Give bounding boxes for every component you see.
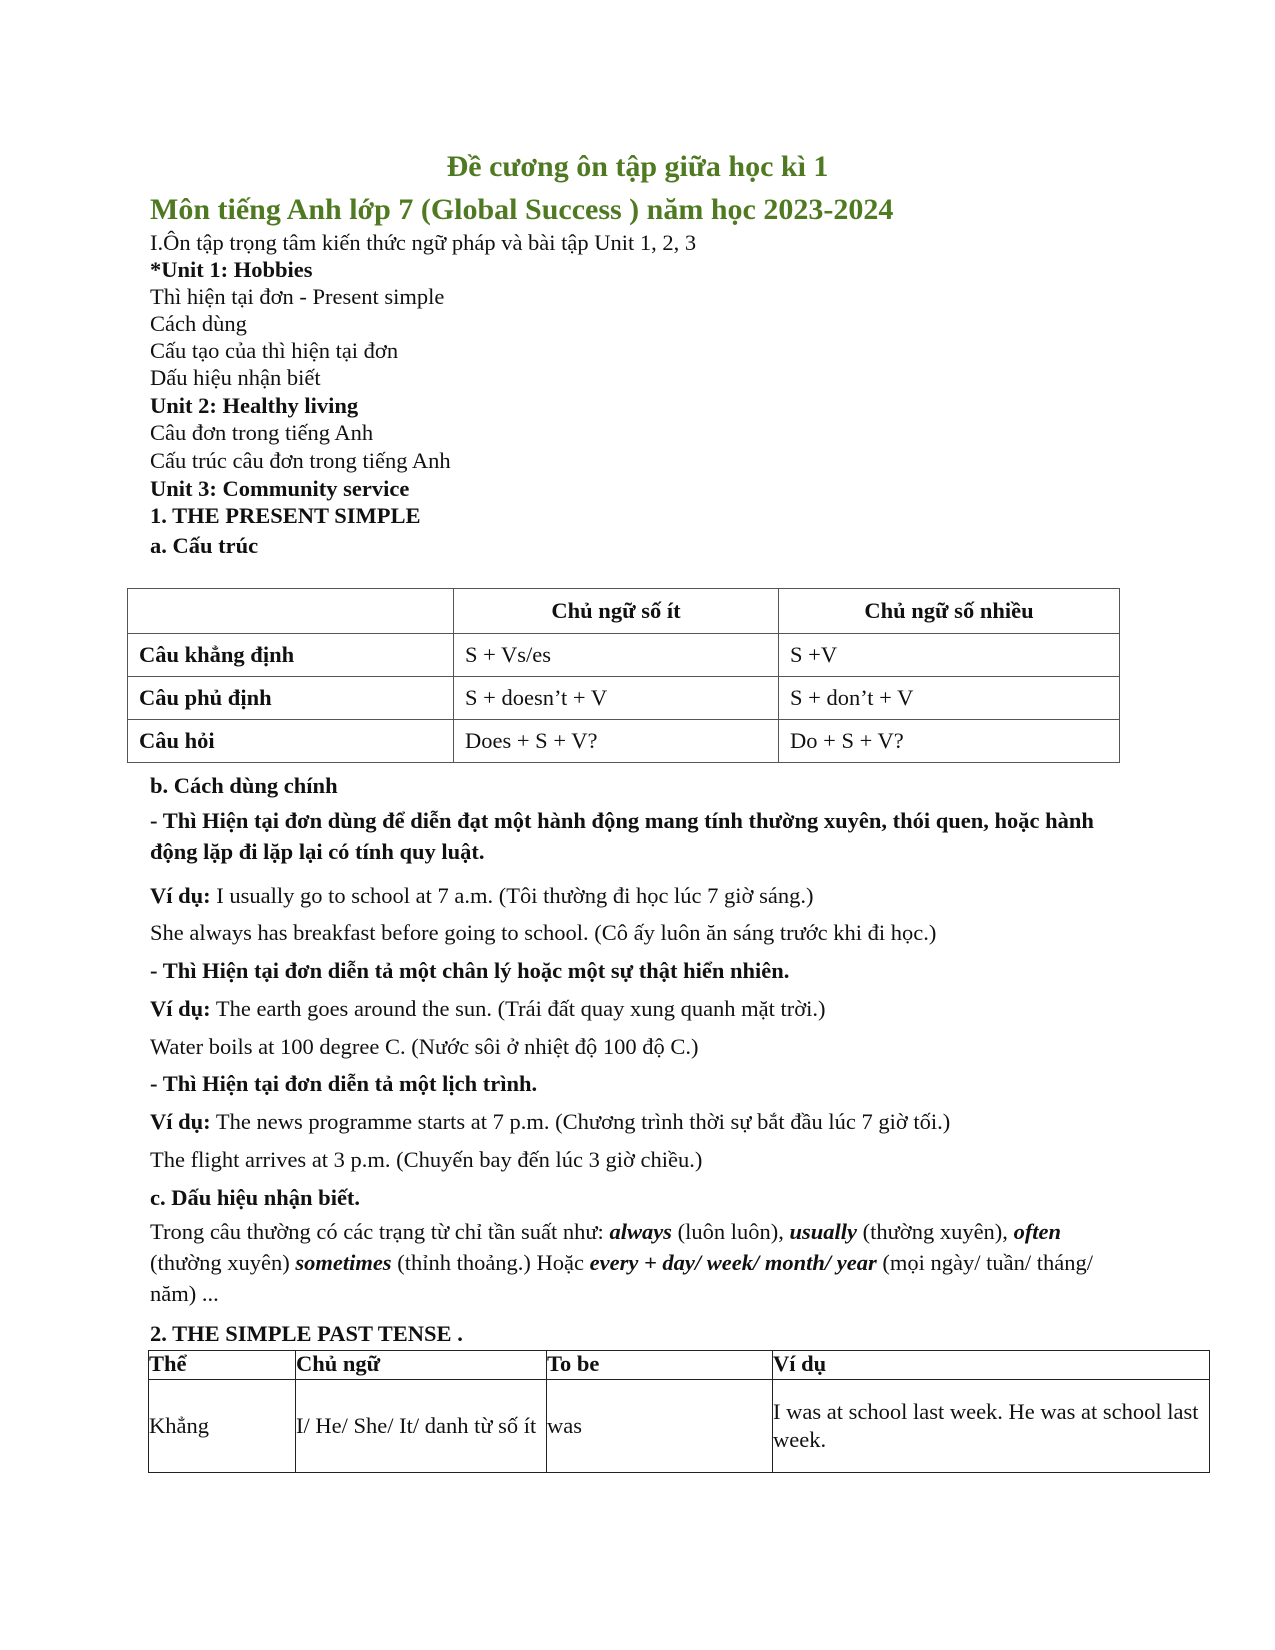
table-cell: S +V <box>779 634 1120 677</box>
table-cell: Câu khẳng định <box>128 634 454 677</box>
signs-keyword: usually <box>789 1219 857 1244</box>
unit1-item: Cách dùng <box>150 311 247 336</box>
unit1-item: Dấu hiệu nhận biết <box>150 365 321 390</box>
table-cell: I was at school last week. He was at school last week. <box>773 1380 1210 1473</box>
table-header-cell <box>128 589 454 634</box>
document-title: Đề cương ôn tập giữa học kì 1 <box>446 150 829 183</box>
table-cell: Khẳng <box>149 1380 296 1473</box>
table-cell: I/ He/ She/ It/ danh từ số ít <box>296 1380 547 1473</box>
signs-text: (mọi ngày/ tuần/ tháng/ năm) ... <box>150 1250 1094 1306</box>
document-subtitle: Môn tiếng Anh lớp 7 (Global Success ) năm học 2023-2024 <box>150 193 894 226</box>
signs-keyword: every + day/ week/ month/ year <box>589 1250 877 1275</box>
example-3a <box>150 1108 950 1136</box>
usage-2: - Thì Hiện tại đơn diễn tả một chân lý hoặc một sự thật hiển nhiên. <box>150 958 790 983</box>
unit1-item: Thì hiện tại đơn - Present simple <box>150 284 445 309</box>
unit2-item: Cấu trúc câu đơn trong tiếng Anh <box>150 448 451 473</box>
past-simple-table <box>148 1350 1210 1473</box>
table-row <box>128 720 1120 763</box>
section1c-heading: c. Dấu hiệu nhận biết. <box>150 1185 361 1210</box>
table-header-row <box>149 1351 1210 1380</box>
table-header-cell: Ví dụ <box>773 1351 1210 1380</box>
table-header-cell: Chủ ngữ số nhiều <box>779 589 1120 634</box>
unit1-item: Cấu tạo của thì hiện tại đơn <box>150 338 399 363</box>
example-2a <box>150 995 826 1023</box>
section1a-heading: a. Cấu trúc <box>150 533 259 558</box>
example-text: I usually go to school at 7 a.m. (Tôi thường đi học lúc 7 giờ sáng.) <box>210 883 814 908</box>
section1-heading: 1. THE PRESENT SIMPLE <box>150 503 421 528</box>
table-cell: Câu phủ định <box>128 677 454 720</box>
table-cell: Do + S + V? <box>779 720 1120 763</box>
signs-text: (luôn luôn), <box>671 1219 790 1244</box>
example-1a <box>150 882 813 910</box>
table-header-cell: Chủ ngữ <box>296 1351 547 1380</box>
signs-keyword: often <box>1013 1219 1062 1244</box>
unit3-heading: Unit 3: Community service <box>150 476 410 501</box>
table-row <box>149 1380 1210 1473</box>
signs-text: Trong câu thường có các trạng từ chỉ tần suất như: <box>150 1219 610 1244</box>
example-label: Ví dụ: <box>150 1109 211 1134</box>
unit2-heading: Unit 2: Healthy living <box>150 393 359 418</box>
intro-line: I.Ôn tập trọng tâm kiến thức ngữ pháp và bài tập Unit 1, 2, 3 <box>150 230 697 255</box>
usage-3: - Thì Hiện tại đơn diễn tả một lịch trình. <box>150 1071 538 1096</box>
example-label: Ví dụ: <box>150 996 211 1021</box>
table-cell: S + doesn’t + V <box>454 677 779 720</box>
unit2-item: Câu đơn trong tiếng Anh <box>150 420 374 445</box>
section2-heading: 2. THE SIMPLE PAST TENSE . <box>150 1321 463 1346</box>
signs-text: (thường xuyên), <box>856 1219 1014 1244</box>
example-label: Ví dụ: <box>150 883 211 908</box>
example-text: The news programme starts at 7 p.m. (Chương trình thời sự bắt đầu lúc 7 giờ tối.) <box>210 1109 951 1134</box>
table-row <box>128 634 1120 677</box>
example-2b: Water boils at 100 degree C. (Nước sôi ở nhiệt độ 100 độ C.) <box>150 1034 699 1059</box>
example-text: The earth goes around the sun. (Trái đất quay xung quanh mặt trời.) <box>210 996 826 1021</box>
section1b-heading: b. Cách dùng chính <box>150 773 338 798</box>
table-header-cell: To be <box>547 1351 773 1380</box>
signs-text: (thường xuyên) <box>150 1250 296 1275</box>
table-cell: S + Vs/es <box>454 634 779 677</box>
example-3b: The flight arrives at 3 p.m. (Chuyến bay đến lúc 3 giờ chiều.) <box>150 1147 703 1172</box>
usage-1: - Thì Hiện tại đơn dùng để diễn đạt một hành động mang tính thường xuyên, thói quen, hoặc hành động lặp đi lặp lại có tính quy luật. <box>150 808 1094 864</box>
signs-keyword: always <box>609 1219 672 1244</box>
table-cell: Does + S + V? <box>454 720 779 763</box>
signs-text: (thỉnh thoảng.) Hoặc <box>391 1250 590 1275</box>
table-cell: S + don’t + V <box>779 677 1120 720</box>
table-header-cell: Thể <box>149 1351 296 1380</box>
table-cell: Câu hỏi <box>128 720 454 763</box>
table-header-cell: Chủ ngữ số ít <box>454 589 779 634</box>
signs-keyword: sometimes <box>295 1250 392 1275</box>
example-1b: She always has breakfast before going to school. (Cô ấy luôn ăn sáng trước khi đi học.) <box>150 920 937 945</box>
table-header-row <box>128 589 1120 634</box>
signs-paragraph <box>150 1216 1100 1309</box>
unit1-heading: *Unit 1: Hobbies <box>150 257 313 282</box>
table-row <box>128 677 1120 720</box>
table-cell: was <box>547 1380 773 1473</box>
present-simple-table <box>127 588 1120 763</box>
